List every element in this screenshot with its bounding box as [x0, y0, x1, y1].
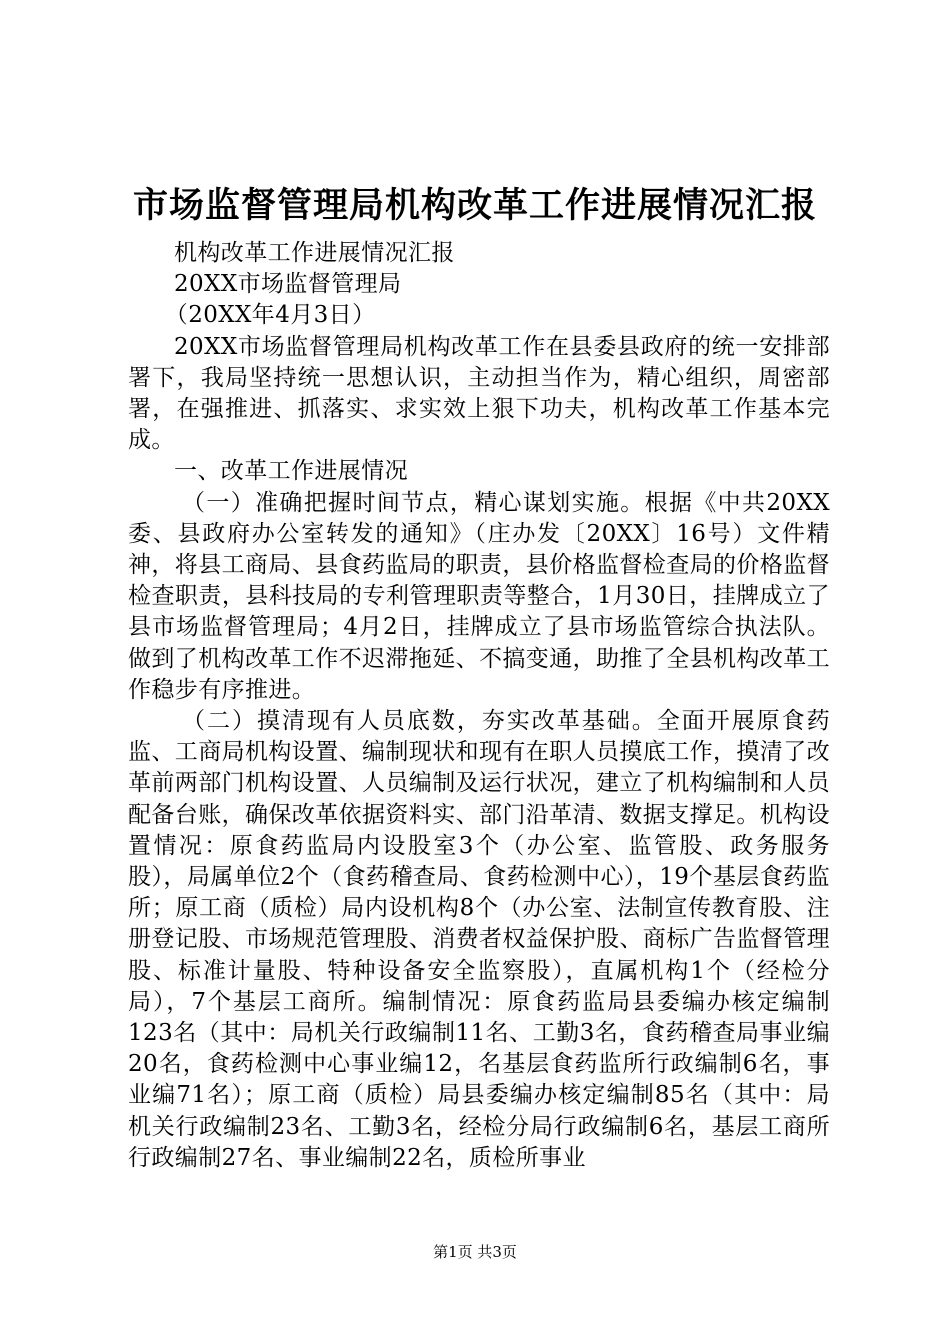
organization-line: 20XX市场监督管理局 [174, 271, 402, 298]
document-body [128, 238, 830, 1174]
body-paragraph: 20XX市场监督管理局机构改革工作在县委县政府的统一安排部署下，我局坚持统一思想认识，主动担当作为，精心组织，周密部署，在强推进、抓落实、求实效上狠下功夫，机构改革工作基本完成。 [128, 333, 830, 454]
page-footer: 第1页 共3页 [433, 1243, 517, 1261]
body-paragraph: （一）准确把握时间节点，精心谋划实施。根据《中共20XX委、县政府办公室转发的通知》（庄办发〔20XX〕16号）文件精神，将县工商局、县食药监局的职责，县价格监督检查局的价格监督检查职责，县科技局的专利管理职责等整合，1月30日，挂牌成立了县市场监督管理局；4月2日，挂牌成立了县市场监管综合执法队。做到了机构改革工作不迟滞拖延、不搞变通，助推了全县机构改革工作稳步有序推进。 [128, 489, 830, 703]
date-line: （20XX年4月3日） [164, 302, 376, 329]
subtitle-line: 机构改革工作进展情况汇报 [174, 240, 455, 266]
section-heading: 一、改革工作进展情况 [174, 458, 408, 485]
body-paragraph: （二）摸清现有人员底数，夯实改革基础。全面开展原食药监、工商局机构设置、编制现状和现有在职人员摸底工作，摸清了改革前两部门机构设置、人员编制及运行状况，建立了机构编制和人员配备台账，确保改革依据资料实、部门沿革清、数据支撑足。机构设置情况：原食药监局内设股室3个（办公室、监管股、政务服务股），局属单位2个（食药稽查局、食药检测中心），19个基层食药监所；原工商（质检）局内设机构8个（办公室、法制宣传教育股、注册登记股、市场规范管理股、消费者权益保护股、商标广告监督管理股、标准计量股、特种设备安全监察股），直属机构1个（经检分局），7个基层工商所。编制情况：原食药监局县委编办核定编制123名（其中：局机关行政编制11名、工勤3名，食药稽查局事业编20名，食药检测中心事业编12，名基层食药监所行政编制6名，事业编71名）；原工商（质检）局县委编办核定编制85名（其中：局机关行政编制23名、工勤3名，经检分局行政编制6名，基层工商所行政编制27名、事业编制22名，质检所事业 [128, 708, 830, 1171]
document-title: 市场监督管理局机构改革工作进展情况汇报 [132, 185, 817, 226]
